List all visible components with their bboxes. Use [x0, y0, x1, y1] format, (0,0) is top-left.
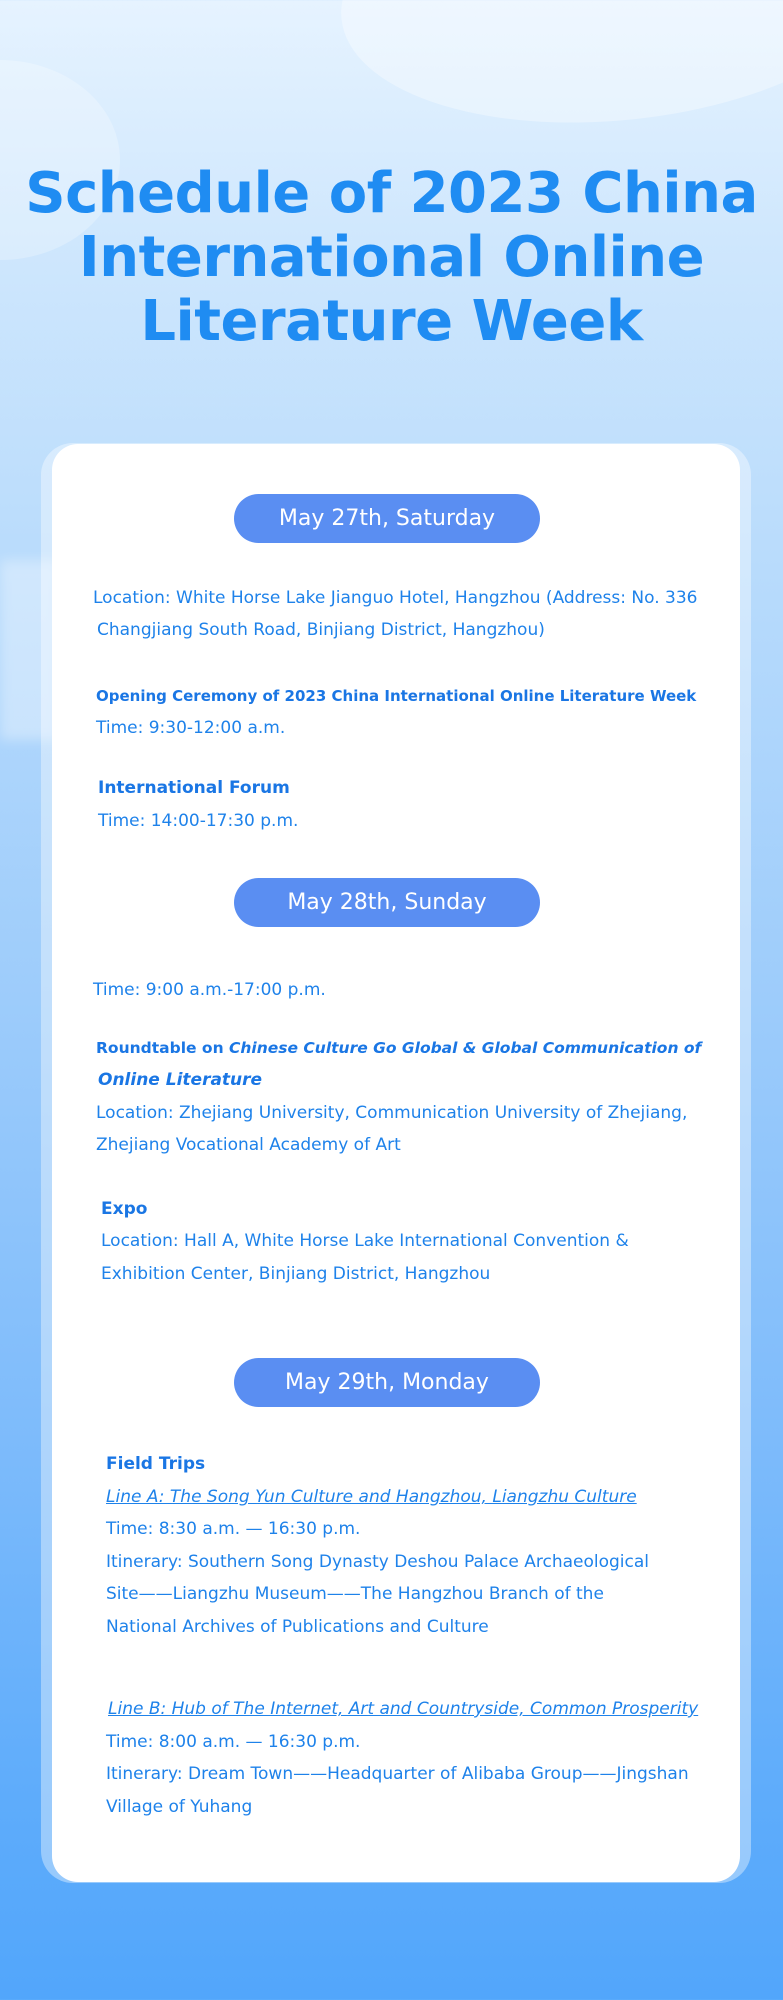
title-line-1: Schedule of 2023 China — [25, 161, 758, 226]
date-pill-day1: May 27th, Saturday — [234, 494, 540, 543]
expo-location-line2: Exhibition Center, Binjiang District, Hangzhou — [101, 1264, 491, 1284]
opening-ceremony-time: Time: 9:30-12:00 a.m. — [96, 718, 286, 738]
day1-location-line1: Location: White Horse Lake Jianguo Hotel, Hangzhou (Address: No. 336 — [93, 588, 698, 608]
roundtable-location-line2: Zhejiang Vocational Academy of Art — [96, 1135, 401, 1155]
line-a-time: Time: 8:30 a.m. — 16:30 p.m. — [106, 1519, 361, 1539]
line-a-title: Line A: The Song Yun Culture and Hangzhou, Liangzhu Culture — [106, 1487, 637, 1507]
line-b-time: Time: 8:00 a.m. — 16:30 p.m. — [106, 1732, 361, 1752]
expo-location-line1: Location: Hall A, White Horse Lake International Convention & — [101, 1231, 629, 1251]
roundtable-topic-line2: Online Literature — [98, 1070, 263, 1090]
line-b-itinerary-line2: Village of Yuhang — [106, 1797, 253, 1817]
title-line-2: International Online — [78, 225, 705, 290]
line-b-itinerary-line1: Itinerary: Dream Town——Headquarter of Alibaba Group——Jingshan — [106, 1764, 689, 1784]
expo-title: Expo — [101, 1199, 148, 1219]
forum-time: Time: 14:00-17:30 p.m. — [98, 811, 299, 831]
page-title — [0, 162, 783, 354]
field-trips-title: Field Trips — [106, 1454, 206, 1474]
roundtable-location-line1: Location: Zhejiang University, Communication University of Zhejiang, — [96, 1103, 688, 1123]
line-a-itinerary-line3: National Archives of Publications and Culture — [106, 1617, 489, 1637]
title-line-3: Literature Week — [140, 289, 643, 354]
line-b-title: Line B: Hub of The Internet, Art and Countryside, Common Prosperity — [108, 1699, 699, 1719]
forum-title: International Forum — [98, 778, 290, 798]
schedule-card — [52, 444, 740, 1882]
date-pill-day2: May 28th, Sunday — [234, 878, 540, 927]
line-a-itinerary-line2: Site——Liangzhu Museum——The Hangzhou Branch of the — [106, 1584, 604, 1604]
opening-ceremony-title: Opening Ceremony of 2023 China International Online Literature Week — [96, 687, 697, 705]
date-pill-day3: May 29th, Monday — [234, 1358, 540, 1407]
roundtable-prefix: Roundtable on — [96, 1039, 230, 1057]
roundtable-topic-line1: Chinese Culture Go Global & Global Communication of — [229, 1039, 702, 1057]
background-wave — [328, 0, 783, 149]
roundtable-title-line1 — [96, 1032, 701, 1065]
day2-time: Time: 9:00 a.m.-17:00 p.m. — [93, 980, 326, 1000]
day1-location-line2: Changjiang South Road, Binjiang District, Hangzhou) — [97, 620, 545, 640]
line-a-itinerary-line1: Itinerary: Southern Song Dynasty Deshou Palace Archaeological — [106, 1552, 649, 1572]
